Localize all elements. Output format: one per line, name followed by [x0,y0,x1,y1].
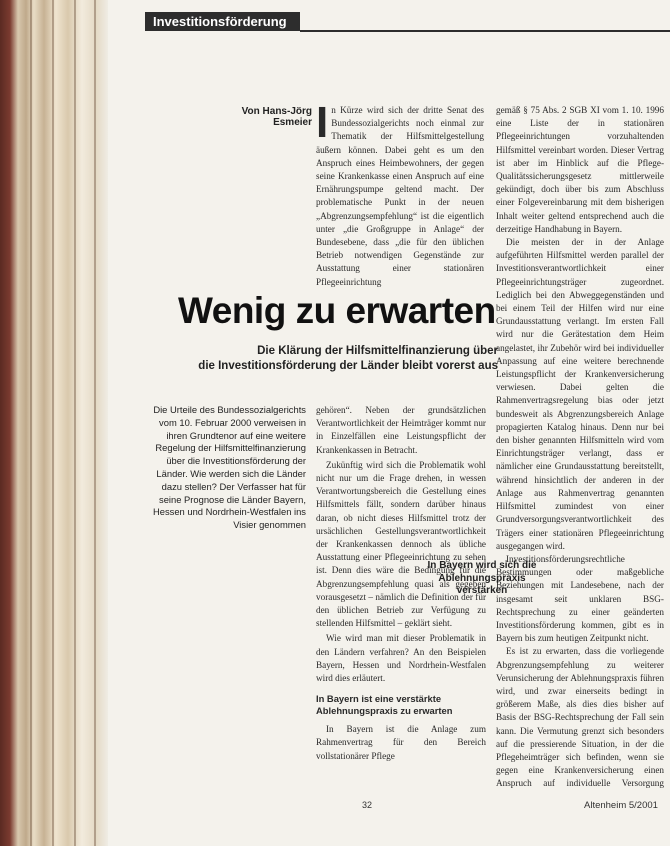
page-edge [52,0,54,846]
page-edge [74,0,76,846]
page-edge [94,0,96,846]
article-headline: Wenig zu erwarten [178,290,496,331]
body-paragraph: gemäß § 75 Abs. 2 SGB XI vom 1. 10. 1996 eine Liste der in stationären Pflegeeinrichtungen vorzuhaltenden Hilfsmittel vereinbart worden. Dieser Vertrag ist aber im Hinblick auf die Pflege-Qualitätssicherungsgesetz mittlerweile gekündigt, doch über bis zum Abschluss einer Folgevereinbarung mit dem bisherigen Inhalt weiter geltend entsprechend auch die derzeitige Handhabung in Bayern. [496,105,664,234]
section-rule [300,30,670,32]
body-paragraph: In Bayern ist die Anlage zum Rahmenvertrag für den Bereich vollstationärer Pflege [316,724,486,761]
pull-quote: In Bayern wird sich die Ablehnungspraxis verstärken [427,560,537,596]
body-paragraph: Es ist zu erwarten, dass die vorliegende Abgrenzungsempfehlung zu weiterer Verunsicherung der Ablehnungspraxis führen wird, und zwar einerseits bedingt in größerem Maße, als dies dies bisher auf Basis der BSG-Rechtsprechung der Fall sein kann. Die Vermutung grenzt sich besonders auf die pressierende Situation, in der die Pflegeheimträger sich befinden, wenn sie gegen eine Krankenversicherung einen Anspruch auf individuelle Versorgung [496,646,664,789]
subhead-line-1: Die Klärung der Hilfsmittelfinanzierung über [257,345,498,357]
mid-heading: In Bayern ist eine verstärkte Ablehnungspraxis zu erwarten [316,693,453,717]
section-tab: Investitionsförderung [145,12,300,31]
body-paragraph: Die meisten der in der Anlage aufgeführten Hilfsmittel werden parallel der Investitionsverantwortlichkeit einer Pflegeeinrichtungsträger zugeordnet. Lediglich bei den Abweggegenständen und bei einem Teil der Hilfen wird nur eine Grundausstattung verlangt. Im ersten Fall wird nur die Gerätestation dem Heim angelastet, ihr Zubehör wird bei individueller Anpassung auf eine weitere berechnende Leistungspflicht der Krankenversicherung verwiesen. Dabei gelten die Rahmenvertragsregelung bias oder jetzt bundesweit als Abgrenzungsbereich Anlage propagierten Katalog hinaus. Denn nur bei den bisher genannten Hilfsmitteln wird vom Einrichtungsträger verlangt, dass er nämlicher eine Grundausstattung bereitstellt, während hinsichtlich der anderen in der Anlage aus Rahmenvertrag genannten Hilfsmittel zumindest von einer Grundversorgungsverantwortlichkeit des Trägers einer stationären Pflegeeinrichtung ausgegangen wird. [496,237,664,551]
author-byline: Von Hans-Jörg Esmeier [241,106,312,128]
text-column-right [496,104,664,792]
body-paragraph: Wie wird man mit dieser Problematik in den Ländern verfahren? An den Beispielen Bayern, Hessen und Nordrhein-Westfalen wird dies erläutert. [316,633,486,684]
page-number: 32 [362,800,373,810]
footer-brand: Altenheim 5/2001 [584,800,658,811]
body-paragraph: gehören“. Neben der grundsätzlichen Verantwortlichkeit der Heimträger kommt nur in Einzelfällen eine Leistungspflicht der Krankenkassen in Betracht. [316,405,486,455]
subhead-line-2: die Investitionsförderung der Länder bleibt vorerst aus [198,360,498,372]
page-edge [30,0,32,846]
article-subhead [160,344,498,374]
intro-paragraph: n Kürze wird sich der dritte Senat des Bundessozialgerichts noch einmal zur Thematik der Hilfsmittelgestellung äußern können. Dabei geht es um den Anspruch eines Heimbewohners, der gegen seine Krankenkasse einen Anspruch auf eine Ernährungspumpe geltend macht. Der problematische Punkt in der neuen „Abgrenzungsempfehlung“ ist die eigentlich unter „die Großgruppe in Anlage“ der Bundesebene, dass „die für den üblichen Betrieb notwendigen Gegenstände zur Ausstattung einer stationären Pflegeeinrichtung [316,105,484,287]
book-binding [0,0,108,846]
text-column-top-middle [316,98,484,289]
article-lead: Die Urteile des Bundessozialgerichts vom 10. Februar 2000 verweisen in ihren Grundtenor auf eine weitere Regelung der Hilfsmittelfinanzierung über die Investitionsförderung der Länder. Wie werden sich die Länder dazu stellen? Der Verfasser hat für seine Prognose die Länder Bayern, Hessen und Nordrhein-Westfalen ins Visier genommen [152,404,306,531]
drop-cap: I [316,98,329,147]
body-paragraph: Zukünftig wird sich die Problematik wohl nicht nur um die Frage drehen, in wessen Verantwortungsbereich die Gestellung eines Hilfsmittels fällt, sondern darüber hinaus daran, ob nicht dieses Hilfsmittel trotz der ursächlichen Gestellungsverantwortlichkeit der Krankenkassen dennoch als übliche Ausstattung einer Pflegeeinrichtung zu sehen ist. Denn dies wäre die Bedingung für die Abgrenzungsempfehlung quasi als gegeben vorausgesetzt – nämlich die Definition der für den üblichen Betrieb zur Verfügung zu stellenden Hilfsmittel – geklärt sieht. [316,459,486,629]
body-paragraph: Investitionsförderungsrechtliche Bestimmungen oder maßgebliche Beziehungen mit Landesebene, nach der insgesamt seit unklaren BSG-Rechtsprechung zu einer geänderten Investitionsförderung kommen, gibt es in Bayern bis zum heutigen Zeitpunkt nicht. [496,553,664,644]
